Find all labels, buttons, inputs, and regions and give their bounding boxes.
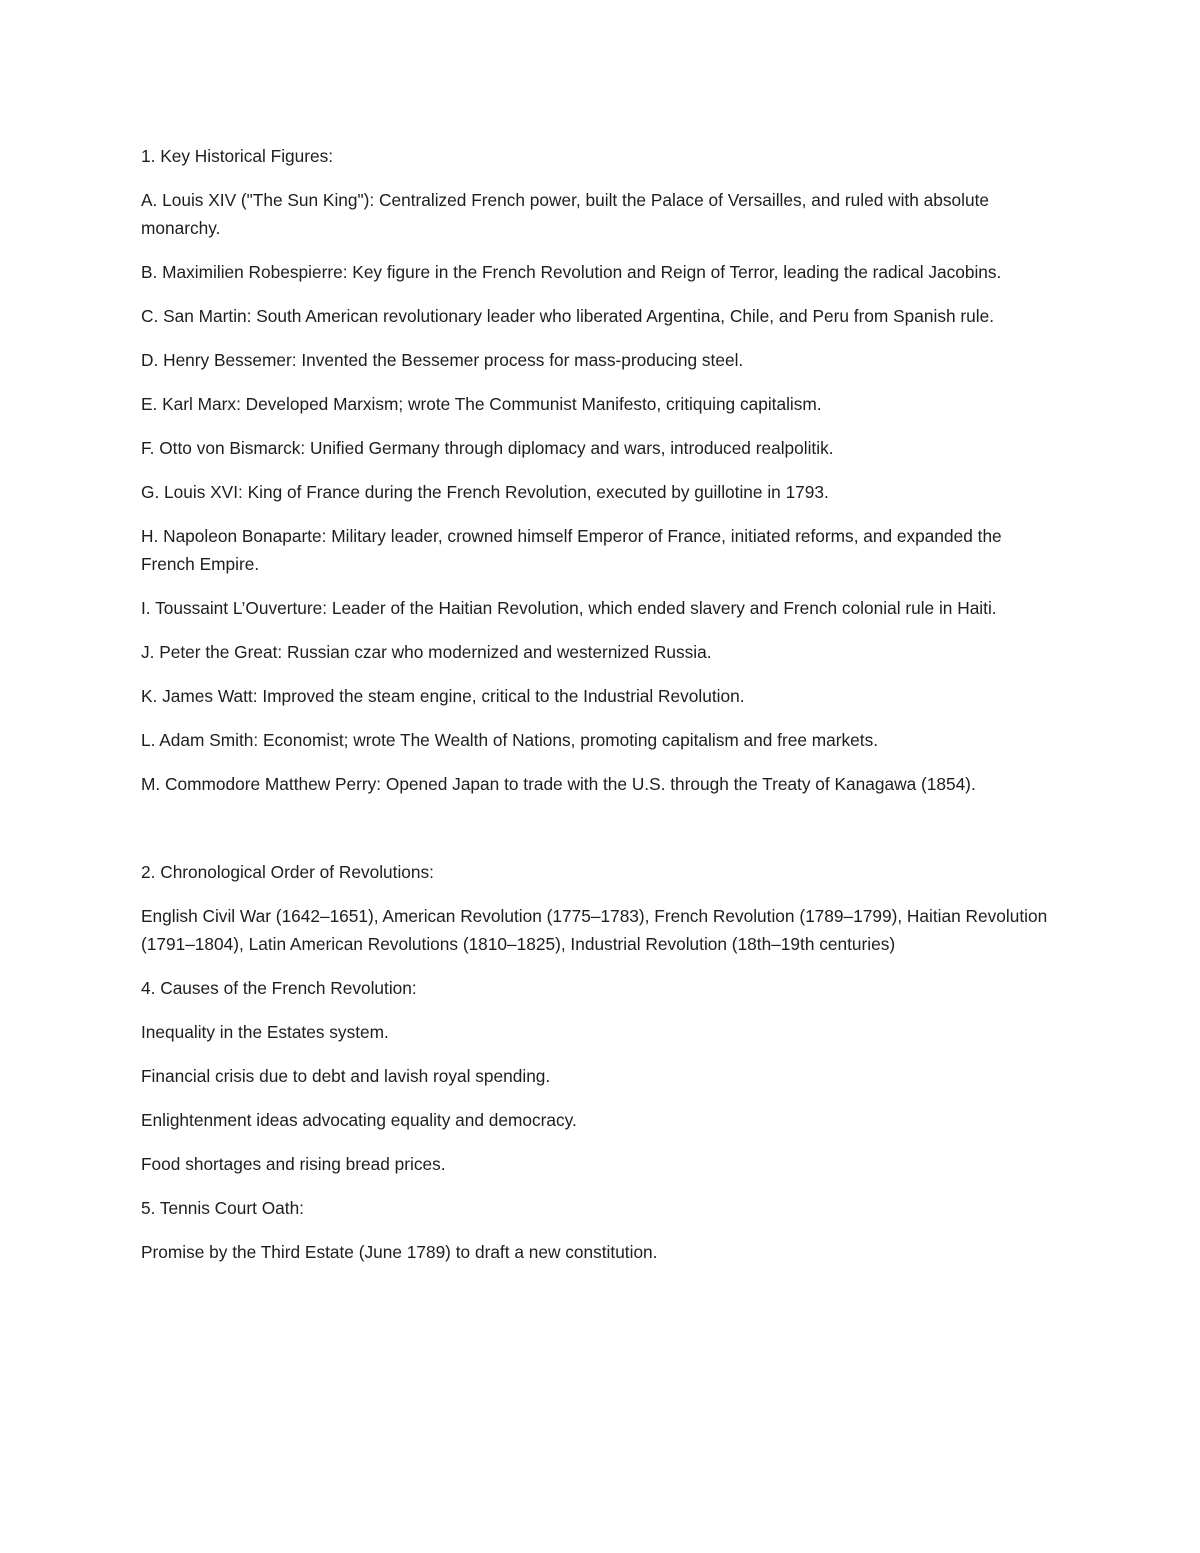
figure-san-martin: C. San Martin: South American revolutionary leader who liberated Argentina, Chile, and Peru from Spanish rule. <box>141 306 994 326</box>
cause-food-shortages: Food shortages and rising bread prices. <box>141 1154 446 1174</box>
figure-louis-xiv: A. Louis XIV ("The Sun King"): Centralized French power, built the Palace of Versailles, and ruled with absolute monarchy. <box>141 190 989 238</box>
figure-marx: E. Karl Marx: Developed Marxism; wrote The Communist Manifesto, critiquing capitalism. <box>141 394 822 414</box>
figure-perry: M. Commodore Matthew Perry: Opened Japan to trade with the U.S. through the Treaty of Kanagawa (1854). <box>141 774 976 794</box>
cause-enlightenment: Enlightenment ideas advocating equality and democracy. <box>141 1110 577 1130</box>
figure-louis-xvi: G. Louis XVI: King of France during the French Revolution, executed by guillotine in 1793. <box>141 482 829 502</box>
section-heading-tennis-court-oath: 5. Tennis Court Oath: <box>141 1198 304 1218</box>
chronology-text: English Civil War (1642–1651), American Revolution (1775–1783), French Revolution (1789–1799), Haitian Revolution (1791–1804), Latin American Revolutions (1810–1825), Industrial Revolution (18th–19th centuries) <box>141 906 1048 954</box>
figure-louverture: I. Toussaint L’Ouverture: Leader of the Haitian Revolution, which ended slavery and French colonial rule in Haiti. <box>141 598 997 618</box>
figure-adam-smith: L. Adam Smith: Economist; wrote The Wealth of Nations, promoting capitalism and free markets. <box>141 730 879 750</box>
section-gap <box>141 814 1051 858</box>
figure-napoleon: H. Napoleon Bonaparte: Military leader, crowned himself Emperor of France, initiated reforms, and expanded the French Empire. <box>141 526 1002 574</box>
section-heading-key-figures: 1. Key Historical Figures: <box>141 146 334 166</box>
figure-peter-the-great: J. Peter the Great: Russian czar who modernized and westernized Russia. <box>141 642 712 662</box>
figure-bessemer: D. Henry Bessemer: Invented the Bessemer process for mass-producing steel. <box>141 350 744 370</box>
tennis-court-oath-text: Promise by the Third Estate (June 1789) to draft a new constitution. <box>141 1242 658 1262</box>
figure-james-watt: K. James Watt: Improved the steam engine, critical to the Industrial Revolution. <box>141 686 745 706</box>
figure-bismarck: F. Otto von Bismarck: Unified Germany through diplomacy and wars, introduced realpolitik. <box>141 438 834 458</box>
document-body <box>141 142 1051 1282</box>
figure-robespierre: B. Maximilien Robespierre: Key figure in the French Revolution and Reign of Terror, leading the radical Jacobins. <box>141 262 1002 282</box>
section-heading-chronology: 2. Chronological Order of Revolutions: <box>141 862 434 882</box>
cause-financial-crisis: Financial crisis due to debt and lavish royal spending. <box>141 1066 551 1086</box>
section-heading-causes: 4. Causes of the French Revolution: <box>141 978 417 998</box>
cause-inequality: Inequality in the Estates system. <box>141 1022 389 1042</box>
